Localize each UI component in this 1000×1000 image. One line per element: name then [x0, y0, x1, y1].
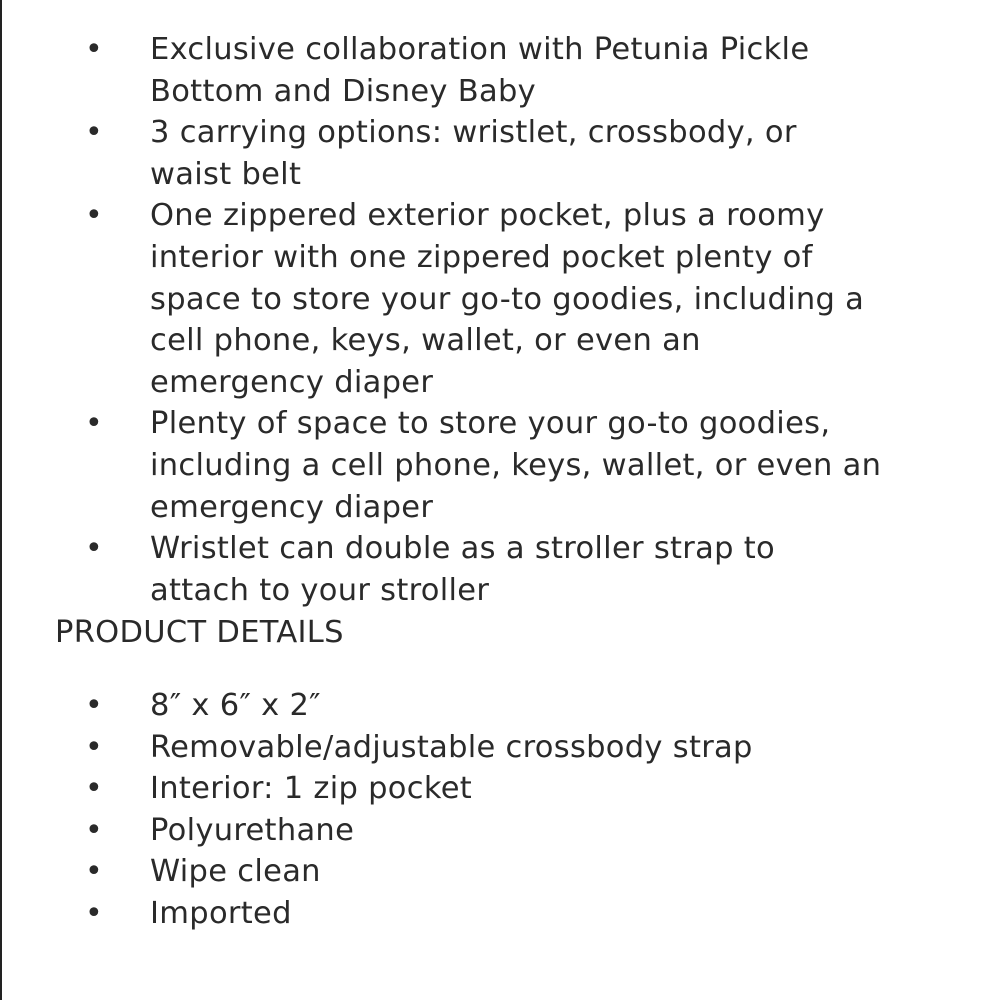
feature-text-line: emergency diaper: [150, 364, 434, 400]
feature-text-line: attach to your stroller: [150, 572, 490, 608]
feature-item: [0, 403, 960, 528]
feature-text-line: Exclusive collaboration with Petunia Pickle: [150, 32, 810, 67]
detail-item: [0, 727, 960, 769]
product-details-list: [0, 685, 960, 935]
detail-item: [0, 685, 960, 727]
detail-text: Imported: [150, 895, 292, 931]
detail-item: [0, 810, 960, 852]
bullet-icon: •: [85, 729, 103, 765]
feature-text-line: space to store your go-to goodies, including a: [150, 281, 865, 317]
detail-item: [0, 768, 960, 810]
feature-item: [0, 528, 960, 611]
detail-item: [0, 893, 960, 935]
feature-text-line: cell phone, keys, wallet, or even an: [150, 323, 701, 359]
feature-text-line: One zippered exterior pocket, plus a roomy: [150, 198, 825, 234]
bullet-icon: •: [85, 32, 103, 67]
feature-list: [0, 29, 960, 611]
bullet-icon: •: [85, 115, 103, 151]
bullet-icon: •: [85, 198, 103, 234]
bullet-icon: •: [85, 688, 103, 723]
bullet-icon: •: [85, 812, 103, 848]
feature-text-line: Wristlet can double as a stroller strap to: [150, 531, 776, 567]
feature-text-line: emergency diaper: [150, 489, 434, 525]
feature-text-line: Plenty of space to store your go-to goodies,: [150, 406, 831, 442]
detail-text: Interior: 1 zip pocket: [150, 771, 473, 807]
feature-text-line: 3 carrying options: wristlet, crossbody, or: [150, 115, 797, 151]
feature-text-line: including a cell phone, keys, wallet, or even an: [150, 447, 882, 483]
feature-text-line: Bottom and Disney Baby: [150, 73, 536, 109]
feature-item: [0, 29, 960, 112]
detail-item: [0, 851, 960, 893]
feature-item: [0, 195, 960, 403]
bullet-icon: •: [85, 854, 103, 890]
bullet-icon: •: [85, 406, 103, 442]
feature-text-line: interior with one zippered pocket plenty of: [150, 239, 813, 275]
bullet-icon: •: [85, 771, 103, 807]
detail-text: Removable/adjustable crossbody strap: [150, 729, 753, 765]
bullet-icon: •: [85, 895, 103, 931]
detail-text: Polyurethane: [150, 812, 355, 848]
bullet-icon: •: [85, 531, 103, 567]
product-details-heading: PRODUCT DETAILS: [55, 615, 344, 650]
detail-text: Wipe clean: [150, 854, 321, 890]
feature-text-line: waist belt: [150, 156, 302, 192]
detail-text: 8″ x 6″ x 2″: [150, 688, 321, 723]
feature-item: [0, 112, 960, 195]
